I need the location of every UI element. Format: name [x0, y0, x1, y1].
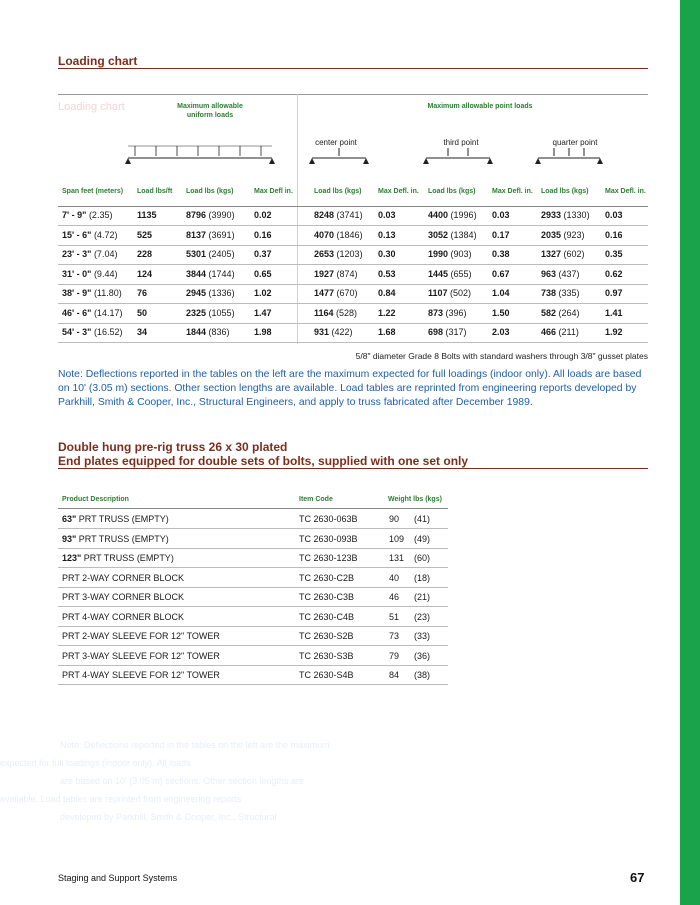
item-code: TC 2630-S2B [299, 631, 354, 641]
table-cell: 0.65 [254, 268, 272, 279]
table-cell: 124 [137, 268, 153, 279]
row-rule [58, 323, 648, 324]
weight-lbs: 131 [389, 553, 405, 563]
table-cell: 0.03 [378, 210, 396, 220]
weight-header: Weight lbs (kgs) [388, 496, 442, 503]
table-cell: 8796 (3990) [186, 210, 235, 220]
weight-kgs: (33) [414, 631, 431, 641]
table-cell: 2653 (1203) [314, 249, 363, 259]
product-description: 123" PRT TRUSS (EMPTY) [62, 553, 174, 563]
table-cell: 1927 (874) [314, 268, 358, 279]
table-cell: 1.98 [254, 327, 272, 337]
table-cell: 3844 (1744) [186, 268, 235, 279]
table-cell: 7' - 9" (2.35) [62, 210, 113, 220]
table-cell: 54' - 3" (16.52) [62, 327, 123, 337]
table-cell: 46' - 6" (14.17) [62, 307, 123, 318]
row-rule [58, 342, 648, 343]
product-description-header: Product Description [62, 496, 129, 503]
table-cell: 0.03 [605, 210, 623, 220]
table-cell: 1.47 [254, 307, 272, 318]
product-description: 93" PRT TRUSS (EMPTY) [62, 533, 169, 544]
row-rule [58, 284, 648, 285]
bleed-text: developed by Parkhill, Smith & Cooper, Inc., Structural [60, 812, 277, 822]
product-description: PRT 3-WAY CORNER BLOCK [62, 592, 185, 602]
page-edge-bar [680, 0, 700, 905]
item-code: TC 2630-S4B [299, 670, 354, 680]
row-rule [58, 303, 648, 304]
table-cell: 873 (396) [428, 307, 467, 318]
table-cell: 8137 (3691) [186, 229, 235, 240]
table-cell: 1135 [137, 210, 157, 220]
weight-kgs: (38) [414, 670, 431, 680]
table-cell: 0.16 [254, 229, 272, 240]
table-cell: 0.03 [492, 210, 510, 220]
third-point-label: third point [443, 138, 479, 147]
column-header: Max Defl. in. [378, 188, 419, 195]
table-cell: 0.62 [605, 268, 623, 279]
table-cell: 1990 (903) [428, 249, 472, 259]
product-description: PRT 4-WAY SLEEVE FOR 12" TOWER [62, 670, 220, 680]
row-rule [58, 264, 648, 265]
item-code: TC 2630-093B [299, 533, 358, 544]
weight-lbs: 79 [389, 650, 400, 661]
table-cell: 4070 (1846) [314, 229, 363, 240]
weight-lbs: 109 [389, 533, 405, 544]
truss-title: Double hung pre-rig truss 26 x 30 plated [58, 440, 288, 454]
table-cell: 3052 (1384) [428, 229, 477, 240]
table-cell: 525 [137, 229, 153, 240]
row-rule [58, 225, 648, 226]
table-cell: 50 [137, 307, 148, 318]
product-description: PRT 2-WAY SLEEVE FOR 12" TOWER [62, 631, 220, 641]
table-cell: 0.17 [492, 229, 510, 240]
weight-lbs: 84 [389, 670, 400, 680]
table-cell: 1107 (502) [428, 288, 472, 298]
weight-lbs: 90 [389, 514, 400, 524]
quarter-point-label: quarter point [552, 138, 598, 147]
table-cell: 4400 (1996) [428, 210, 477, 220]
table-cell: 34 [137, 327, 148, 337]
table-cell: 931 (422) [314, 327, 353, 337]
table-cell: 738 (335) [541, 288, 580, 298]
table-cell: 2325 (1055) [186, 307, 235, 318]
table-cell: 0.38 [492, 249, 510, 259]
weight-kgs: (36) [414, 650, 431, 661]
product-description: PRT 4-WAY CORNER BLOCK [62, 611, 185, 622]
weight-kgs: (21) [414, 592, 431, 602]
weight-kgs: (23) [414, 611, 431, 622]
table-cell: 1.92 [605, 327, 623, 337]
item-code: TC 2630-063B [299, 514, 358, 524]
title-rule [58, 68, 648, 69]
row-rule [58, 245, 648, 246]
truss-subtitle: End plates equipped for double sets of bolts, supplied with one set only [58, 454, 469, 468]
weight-lbs: 46 [389, 592, 400, 602]
weight-kgs: (41) [414, 514, 431, 524]
weight-lbs: 51 [389, 611, 400, 622]
weight-kgs: (60) [414, 553, 431, 563]
column-header: Span feet (meters) [62, 188, 124, 195]
uniform-load-diagram [125, 146, 275, 164]
product-description: PRT 2-WAY CORNER BLOCK [62, 572, 185, 583]
product-row [58, 548, 448, 568]
item-code-header: Item Code [299, 496, 333, 503]
table-cell: 1327 (602) [541, 249, 585, 259]
column-divider [297, 94, 298, 344]
footer-section-name: Staging and Support Systems [58, 873, 178, 883]
item-code: TC 2630-C2B [299, 572, 355, 583]
product-row [58, 509, 448, 529]
table-cell: 1477 (670) [314, 288, 358, 298]
table-cell: 1.41 [605, 307, 623, 318]
item-code: TC 2630-S3B [299, 650, 354, 661]
product-row [58, 607, 448, 627]
table-cell: 582 (264) [541, 307, 580, 318]
column-header: Load lbs (kgs) [186, 188, 234, 195]
weight-lbs: 73 [389, 631, 400, 641]
table-cell: 31' - 0" (9.44) [62, 268, 118, 279]
weight-kgs: (18) [414, 572, 431, 583]
bleed-text: are based on 10' (3.05 m) sections. Other section lengths are [60, 776, 304, 786]
table-cell: 0.84 [378, 288, 396, 298]
center-point-label: center point [315, 138, 357, 147]
column-header: Max Defl. in. [492, 188, 533, 195]
table-cell: 0.67 [492, 268, 510, 279]
table-cell: 0.37 [254, 249, 272, 259]
uniform-loads-header: Maximum allowable uniform loads [177, 103, 243, 119]
table-cell: 0.16 [605, 229, 623, 240]
table-cell: 0.02 [254, 210, 272, 220]
table-cell: 0.53 [378, 268, 396, 279]
center-point-diagram [309, 148, 369, 164]
page-number: 67 [630, 870, 645, 885]
table-cell: 38' - 9" (11.80) [62, 288, 122, 298]
column-header: Max Defl in. [254, 188, 293, 195]
product-row [58, 626, 448, 646]
bleed-text: expected for full loadings (indoor only). All loads [0, 758, 191, 768]
table-cell: 1445 (655) [428, 268, 472, 279]
product-row [58, 646, 448, 666]
item-code: TC 2630-C3B [299, 592, 355, 602]
column-header: Load lbs (kgs) [428, 188, 476, 195]
column-header: Load lbs (kgs) [541, 188, 589, 195]
table-cell: 1.68 [378, 327, 396, 337]
column-header: Load lbs/ft [137, 188, 173, 195]
table-cell: 76 [137, 288, 148, 298]
table-cell: 963 (437) [541, 268, 580, 279]
bleed-text: Note: Deflections reported in the tables on the left are the maximum [60, 740, 330, 750]
third-point-diagram [423, 148, 493, 164]
product-row [58, 587, 448, 607]
table-cell: 0.97 [605, 288, 623, 298]
table-cell: 1164 (528) [314, 307, 358, 318]
product-row [58, 568, 448, 588]
table-cell: 1844 (836) [186, 327, 230, 337]
product-description: 63" PRT TRUSS (EMPTY) [62, 514, 169, 524]
table-cell: 228 [137, 249, 153, 259]
point-loads-header: Maximum allowable point loads [427, 103, 533, 110]
bleed-text: available. Load tables are reprinted from engineering reports [0, 794, 242, 804]
table-cell: 1.22 [378, 307, 396, 318]
table-cell: 2.03 [492, 327, 510, 337]
table-cell: 1.02 [254, 288, 272, 298]
loading-chart-title: Loading chart [58, 54, 138, 68]
table-cell: 1.50 [492, 307, 510, 318]
table-cell: 466 (211) [541, 327, 579, 337]
item-code: TC 2630-123B [299, 553, 358, 563]
column-header: Load lbs (kgs) [314, 188, 362, 195]
item-code: TC 2630-C4B [299, 611, 355, 622]
truss-title-rule [58, 468, 648, 469]
table-cell: 698 (317) [428, 327, 467, 337]
table-cell: 2945 (1336) [186, 288, 235, 298]
deflection-note: Note: Deflections reported in the tables on the left are the maximum expected for full loadings (indoor only). All loads are based on 10' (3.05 m) sections. Other section lengths are available. Load tables are reprinted from engineering reports developed by Parkhill, Smith & Cooper, Inc., Structural Engineers, and apply to truss fabricated after December 1989. [58, 369, 642, 408]
weight-lbs: 40 [389, 572, 400, 583]
product-row [58, 665, 448, 685]
table-cell: 23' - 3" (7.04) [62, 249, 118, 259]
table-cell: 5301 (2405) [186, 249, 235, 259]
table-cell: 0.35 [605, 249, 623, 259]
bolt-footnote: 5/8" diameter Grade 8 Bolts with standard washers through 3/8" gusset plates [355, 351, 648, 361]
table-cell: 2035 (923) [541, 229, 585, 240]
table-cell: 15' - 6" (4.72) [62, 229, 118, 240]
table-cell: 2933 (1330) [541, 210, 590, 220]
table-cell: 8248 (3741) [314, 210, 363, 220]
weight-kgs: (49) [414, 533, 431, 544]
table-cell: 1.04 [492, 288, 510, 298]
header-rule [58, 206, 648, 207]
quarter-point-diagram [535, 148, 603, 164]
watermark-text: Loading chart [58, 101, 125, 113]
product-row [58, 529, 448, 549]
table-cell: 0.13 [378, 229, 396, 240]
product-description: PRT 3-WAY SLEEVE FOR 12" TOWER [62, 650, 220, 661]
table-top-rule [58, 94, 648, 95]
table-cell: 0.30 [378, 249, 396, 259]
column-header: Max Defl. in. [605, 188, 646, 195]
